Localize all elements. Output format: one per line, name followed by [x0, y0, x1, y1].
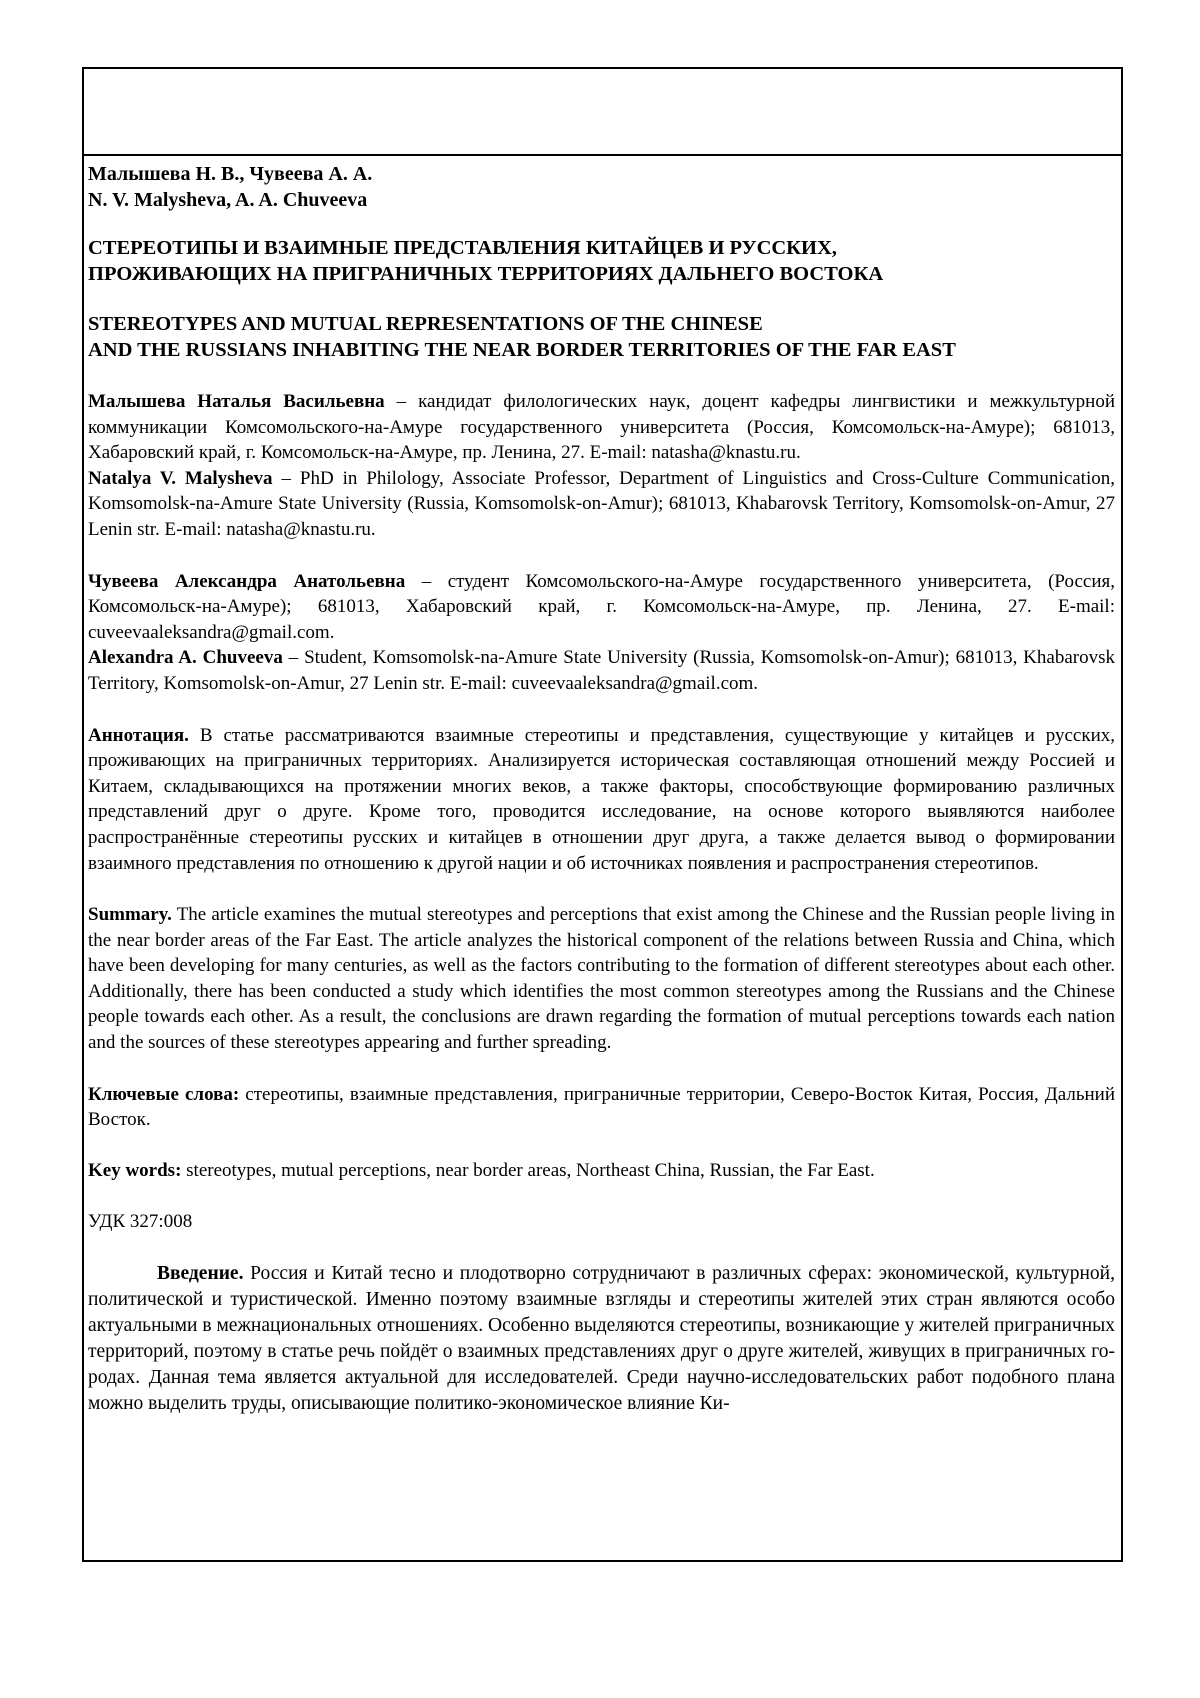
udk-code: УДК 327:008 [88, 1211, 193, 1233]
author2-ru-name: Чувеева Александра Анатольевна [88, 570, 406, 592]
keywords-en-label: Key words: [88, 1159, 182, 1181]
summary-text: The article examines the mutual stereotypes and perceptions that exist among the Chinese and the Russian people living in the near border areas of the Far East. The article analyzes the historical component of the relations between Russia and China, which have been developing for many centuries, as well as the factors contributing to the formation of different stereotypes about each other. Additionally, there has been conducted a study which identifies the most common stereotypes among the Russians and the Chinese people towards each other. As a result, the conclusions are drawn regarding the formation of mutual perceptions towards each nation and the sources of these stereotypes appearing and further spreading. [88, 904, 1115, 1054]
title-en [88, 311, 1115, 363]
title-ru-line2: ПРОЖИВАЮЩИХ НА ПРИГРАНИЧНЫХ ТЕРРИТОРИЯХ ДАЛЬНЕГО ВОСТОКА [88, 263, 884, 285]
annotation-text: В статье рассматриваются взаимные стереотипы и представления, существующие у китайцев и русских, проживающих на приграничных территориях. Анализируется историческая составляющая отношений между Россией и Китаем, складывающихся на протяжении многих веков, а также факторы, способствующие формированию различных представлений друг о друге. Кроме того, проводится исследование, на основе которого выявляются наиболее распространённые стереотипы русских и китайцев в отношении друг друга, а также делается вывод о формировании взаимного представления по отношению к другой нации и об источниках появления и распространения стереотипов. [88, 724, 1115, 874]
introduction-text: Россия и Китай тесно и плодотворно сотрудничают в различных сферах: экономической, культурной, политической и туристической. Именно поэтому взаимные взгляды и стереотипы жителей этих стран являются особо актуальными в межнациональных отношениях. Особенно выделяются стереотипы, возникающие у жителей приграничных территорий, поэтому в статье речь пойдёт о взаимных представлениях друг о друге жителей, живущих в приграничных городах. Данная тема является актуальной для исследователей. Среди научно-исследовательских работ подобного плана можно выделить труды, описывающие политико-экономическое влияние Ки- [88, 1263, 1115, 1415]
summary [88, 902, 1115, 1056]
keywords-ru-label: Ключевые слова: [88, 1083, 240, 1105]
annotation-label: Аннотация. [88, 724, 189, 746]
author1-info [88, 389, 1115, 543]
author2-en-text: – Student, Komsomolsk-na-Amure State University (Russia, Komsomolsk-on-Amur); 681013, Khabarovsk Territory, Komsomolsk-on-Amur, 27 Lenin str. E-mail: cuveevaaleksandra@gmail.com. [88, 647, 1115, 694]
author2-en [88, 645, 1115, 696]
annotation [88, 723, 1115, 877]
author2-ru-text: – студент Комсомольского-на-Амуре государственного университета, (Россия, Комсомольск-на-Амуре); 681013, Хабаровский край, г. Комсомольск-на-Амуре, пр. Ленина, 27. E-mail: cuveevaaleksandra@gmail.com. [88, 570, 1115, 643]
author1-en-name: Natalya V. Malysheva [88, 467, 273, 489]
keywords-en-text: stereotypes, mutual perceptions, near border areas, Northeast China, Russian, the Far East. [181, 1159, 875, 1181]
author2-info [88, 569, 1115, 697]
title-ru [88, 235, 1115, 287]
introduction [88, 1261, 1115, 1417]
author2-en-name: Alexandra A. Chuveeva [88, 647, 283, 669]
summary-label: Summary. [88, 904, 172, 926]
article-body [88, 157, 1115, 1560]
keywords-en [88, 1158, 1115, 1184]
header-cell [84, 69, 1121, 156]
title-ru-line1: СТЕРЕОТИПЫ И ВЗАИМНЫЕ ПРЕДСТАВЛЕНИЯ КИТАЙЦЕВ И РУССКИХ, [88, 237, 837, 259]
keywords-ru-text: стереотипы, взаимные представления, приграничные территории, Северо-Восток Китая, Россия, Дальний Восток. [88, 1083, 1115, 1131]
author1-en [88, 466, 1115, 543]
title-en-line2: AND THE RUSSIANS INHABITING THE NEAR BORDER TERRITORIES OF THE FAR EAST [88, 339, 956, 361]
keywords-ru [88, 1082, 1115, 1133]
page-frame [82, 67, 1123, 1562]
title-en-line1: STEREOTYPES AND MUTUAL REPRESENTATIONS OF THE CHINESE [88, 313, 763, 335]
authors-ru: Малышева Н. В., Чувеева А. А. [88, 163, 373, 185]
authors-en: N. V. Malysheva, A. A. Chuveeva [88, 189, 368, 211]
introduction-label: Введение. [157, 1263, 244, 1285]
author1-ru [88, 389, 1115, 466]
authors-block [88, 161, 1115, 213]
author1-ru-text: – кандидат филологических наук, доцент кафедры лингвистики и межкультурной коммуникации Комсомольского-на-Амуре государственного университета (Россия, Комсомольск-на-Амуре); 681013, Хабаровский край, г. Комсомольск-на-Амуре, пр. Ленина, 27. E-mail: natasha@knastu.ru. [88, 391, 1115, 464]
author2-ru [88, 569, 1115, 646]
author1-en-text: – PhD in Philology, Associate Professor, Department of Linguistics and Cross-Culture Communication, Komsomolsk-na-Amure State University (Russia, Komsomolsk-on-Amur); 681013, Khabarovsk Territory, Komsomolsk-on-Amur, 27 Lenin str. E-mail: natasha@knastu.ru. [88, 467, 1115, 540]
author1-ru-name: Малышева Наталья Васильевна [88, 391, 385, 412]
